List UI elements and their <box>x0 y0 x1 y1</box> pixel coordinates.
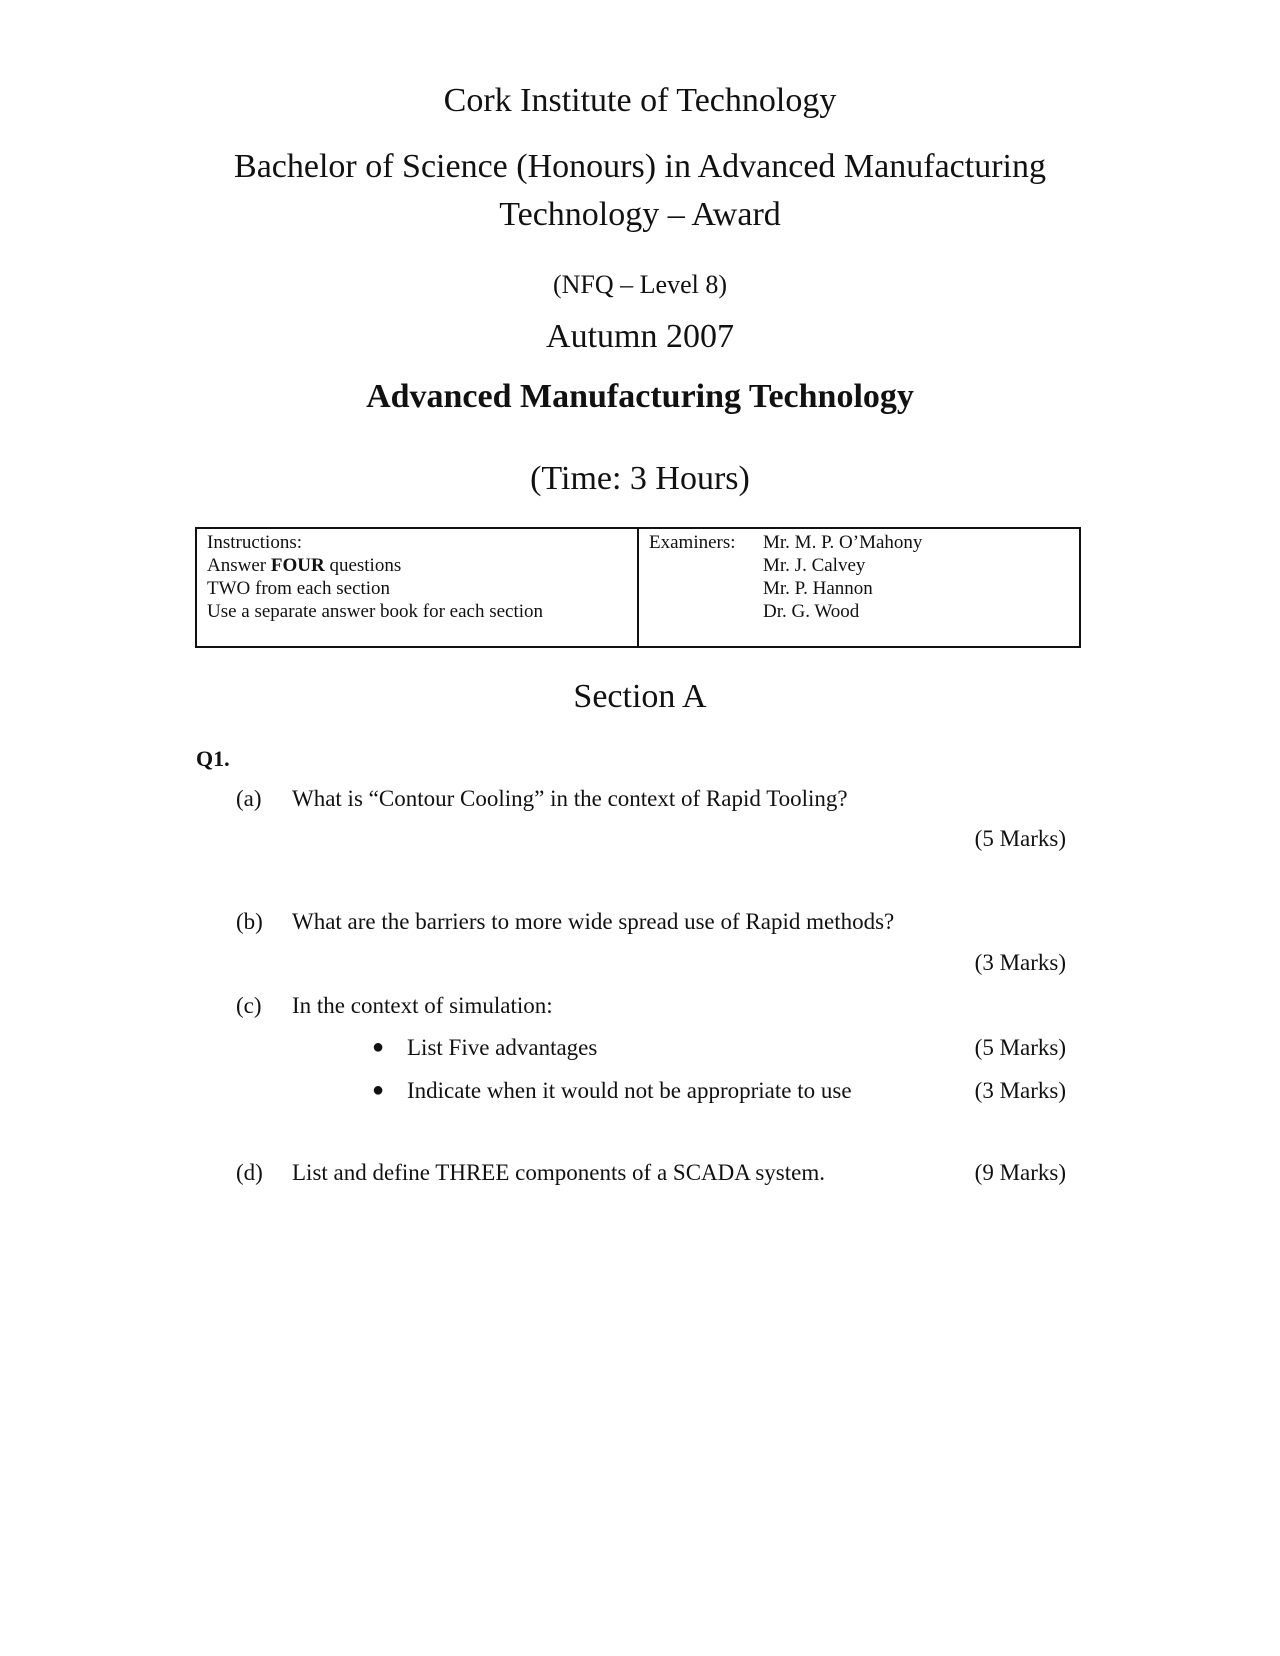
subject-title: Advanced Manufacturing Technology <box>366 378 914 415</box>
part-question-text: List and define THREE components of a SCADA system. <box>292 1160 825 1185</box>
instruction-answer-suffix: questions <box>324 555 402 576</box>
nfq-level: (NFQ – Level 8) <box>552 270 727 299</box>
part-question-text: What is “Contour Cooling” in the context of Rapid Tooling? <box>292 786 848 811</box>
degree-title-line-2: Technology – Award <box>499 196 781 233</box>
examiner-name: Dr. G. Wood <box>763 601 860 622</box>
part-letter: (b) <box>236 909 263 934</box>
part-marks: (3 Marks) <box>974 950 1066 975</box>
part-question-text: In the context of simulation: <box>292 993 553 1018</box>
instruction-answer-bold: FOUR <box>270 555 325 576</box>
instruction-section-split: TWO from each section <box>207 578 391 599</box>
part-marks: (5 Marks) <box>974 826 1066 851</box>
bullet-icon: ● <box>372 1079 385 1101</box>
part-letter: (c) <box>236 993 262 1018</box>
bullet-text: List Five advantages <box>407 1035 598 1060</box>
instructions-examiners-box <box>195 527 1081 648</box>
bullet-marks: (5 Marks) <box>974 1035 1066 1060</box>
instruction-answer-prefix: Answer <box>207 555 271 576</box>
degree-title-line-1: Bachelor of Science (Honours) in Advanced Manufacturing <box>234 148 1046 185</box>
part-letter: (a) <box>236 786 262 811</box>
part-marks: (9 Marks) <box>974 1160 1066 1185</box>
part-question-text: What are the barriers to more wide spread use of Rapid methods? <box>292 909 895 934</box>
instruction-answer-book: Use a separate answer book for each section <box>207 601 544 622</box>
instruction-answer-count <box>207 554 637 577</box>
examiner-name: Mr. M. P. O’Mahony <box>763 532 923 553</box>
bullet-marks: (3 Marks) <box>974 1078 1066 1103</box>
instructions-column <box>197 529 639 646</box>
bullet-text: Indicate when it would not be appropriate to use <box>407 1078 852 1103</box>
exam-term: Autumn 2007 <box>546 318 734 355</box>
question-label: Q1. <box>196 746 230 771</box>
bullet-icon: ● <box>372 1036 385 1058</box>
examiners-column <box>639 529 1079 646</box>
examiners-label: Examiners: <box>649 532 736 553</box>
part-letter: (d) <box>236 1160 263 1185</box>
exam-duration: (Time: 3 Hours) <box>530 460 750 497</box>
examiners-list <box>763 531 922 623</box>
section-title: Section A <box>573 678 707 715</box>
instructions-title: Instructions: <box>207 532 302 553</box>
examiner-name: Mr. J. Calvey <box>763 555 866 576</box>
institution-name: Cork Institute of Technology <box>443 82 837 119</box>
examiner-name: Mr. P. Hannon <box>763 578 873 599</box>
